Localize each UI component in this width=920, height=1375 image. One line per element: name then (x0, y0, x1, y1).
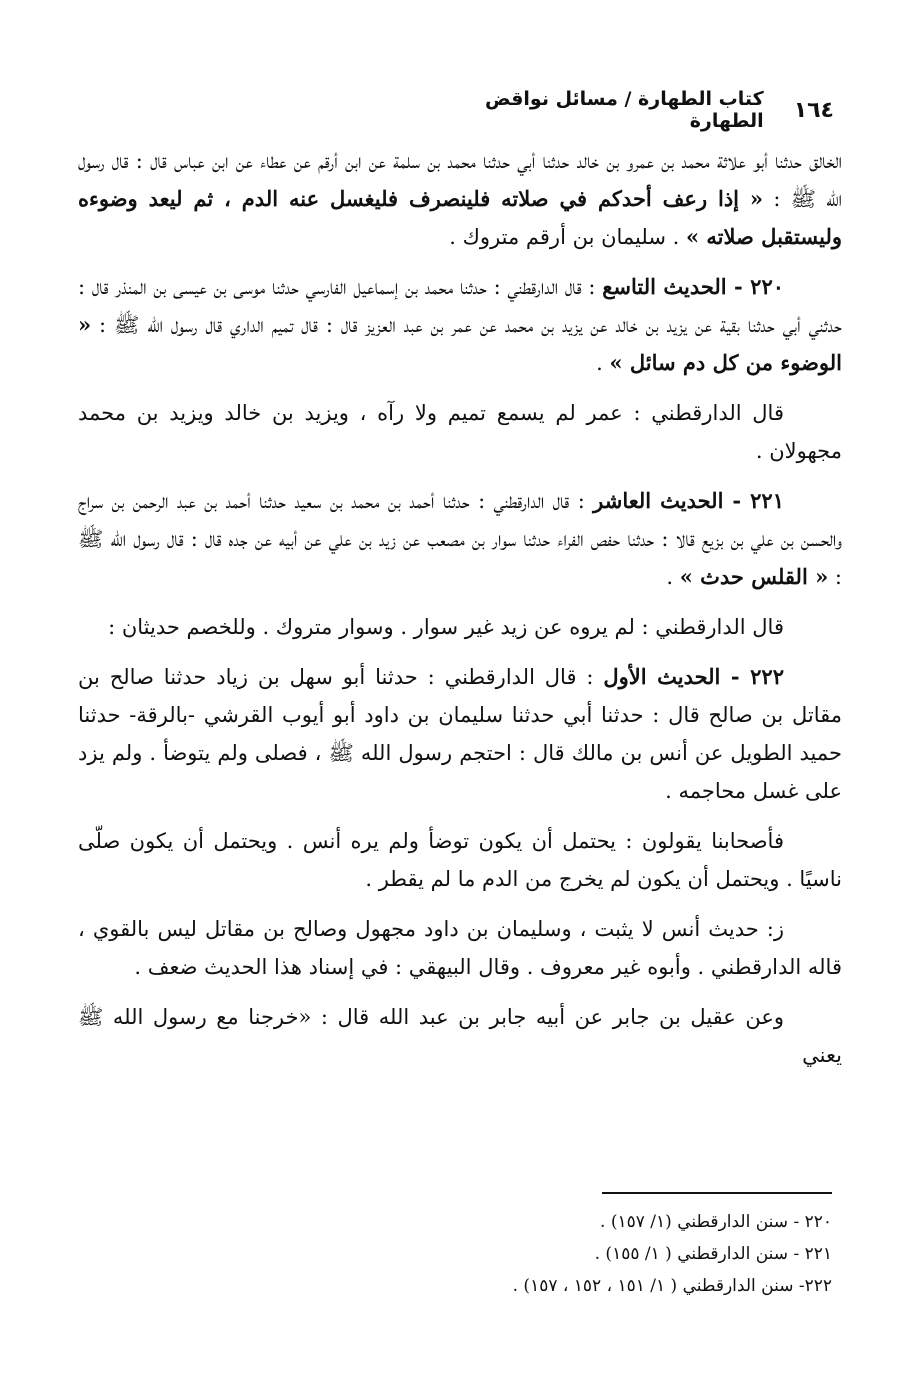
paragraph (78, 998, 842, 1074)
paragraph-text: الخالق حدثنا أبو علاثة محمد بن عمرو بن خالد حدثنا أبي حدثنا محمد بن سلمة عن ابن أرقم عن عطاء عن ابن عباس قال : قال رسول الله ﷺ : (78, 149, 842, 211)
paragraph (78, 142, 842, 256)
body-text (78, 142, 842, 1074)
hadith-emphasis: « إذا رعف أحدكم في صلاته فلينصرف فليغسل عنه الدم ، ثم ليعد وضوءه وليستقبل صلاته » (78, 186, 842, 249)
paragraph (78, 658, 842, 810)
paragraph (78, 910, 842, 986)
paragraph-text: : قال الدارقطني : حدثنا أحمد بن محمد بن سعيد حدثنا أحمد بن عبد الرحمن بن سراج والحسن بن علي بن بزيع قالا : حدثنا حفص الفراء حدثنا سوار بن مصعب عن زيد بن علي عن أبيه عن جده قال : قال رسول الله ﷺ : (78, 489, 842, 589)
chapter-title: كتاب الطهارة / مسائل نواقض الطهارة (485, 88, 764, 132)
footnote: ٢٢٢- سنن الدارقطني ( ١/ ١٥١ ، ١٥٢ ، ١٥٧) . (512, 1276, 832, 1296)
hadith-emphasis: « القلس حدث » (679, 564, 829, 589)
paragraph (78, 394, 842, 470)
paragraph (78, 608, 842, 646)
paragraph-text: . (666, 565, 680, 589)
footnote: ٢٢١ - سنن الدارقطني ( ١/ ١٥٥) . (594, 1244, 832, 1264)
paragraph-text: ز: حديث أنس لا يثبت ، وسليمان بن داود مجهول وصالح بن مقاتل ليس بالقوي ، قاله الدارقطني . وأبوه غير معروف . وقال البيهقي : في إسناد هذا الحديث ضعف . (78, 917, 842, 979)
hadith-emphasis: « الوضوء من كل دم سائل » (78, 312, 842, 375)
footnotes (72, 1192, 832, 1302)
running-header (78, 88, 842, 132)
paragraph (78, 482, 842, 596)
paragraph-text: وعن عقيل بن جابر عن أبيه جابر بن عبد الله قال : «خرجنا مع رسول الله ﷺ يعني (78, 1005, 842, 1067)
hadith-emphasis: ٢٢١ - الحديث العاشر (593, 488, 784, 513)
footnote: ٢٢٠ - سنن الدارقطني (١/ ١٥٧) . (600, 1212, 832, 1232)
paragraph (78, 822, 842, 898)
paragraph-text: قال الدارقطني : لم يروه عن زيد غير سوار . وسوار متروك . وللخصم حديثان : (108, 615, 784, 639)
footnote-rule (602, 1192, 832, 1194)
paragraph (78, 268, 842, 382)
paragraph-text: . سليمان بن أرقم متروك . (449, 225, 686, 249)
paragraph-text: قال الدارقطني : عمر لم يسمع تميم ولا رآه ، ويزيد بن خالد ويزيد بن محمد مجهولان . (78, 401, 842, 463)
paragraph-text: : قال الدارقطني : حدثنا محمد بن إسماعيل الفارسي حدثنا موسى بن عيسى بن المنذر قال : حدثني أبي حدثنا بقية عن يزيد بن خالد عن يزيد بن محمد عن عمر بن عبد العزيز قال : قال تميم الداري قال رسول الله ﷺ : (78, 275, 842, 337)
page-number: ١٦٤ (793, 97, 834, 123)
hadith-emphasis: ٢٢٠ - الحديث التاسع (602, 274, 785, 299)
paragraph-text: : قال الدارقطني : حدثنا أبو سهل بن زياد حدثنا صالح بن مقاتل بن صالح قال : حدثنا أبي حدثنا سليمان بن داود أبو أيوب القرشي -بالرقة- حدثنا حميد الطويل عن أنس بن مالك قال : احتجم رسول الله ﷺ ، فصلى ولم يتوضأ . ولم يزد على غسل محاجمه . (78, 665, 842, 803)
paragraph-text: فأصحابنا يقولون : يحتمل أن يكون توضأ ولم يره أنس . ويحتمل أن يكون صلّى ناسيًا . ويحتمل أن يكون لم يخرج من الدم ما لم يقطر . (78, 829, 842, 891)
paragraph-text: . (596, 351, 610, 375)
hadith-emphasis: ٢٢٢ - الحديث الأول (603, 664, 784, 689)
